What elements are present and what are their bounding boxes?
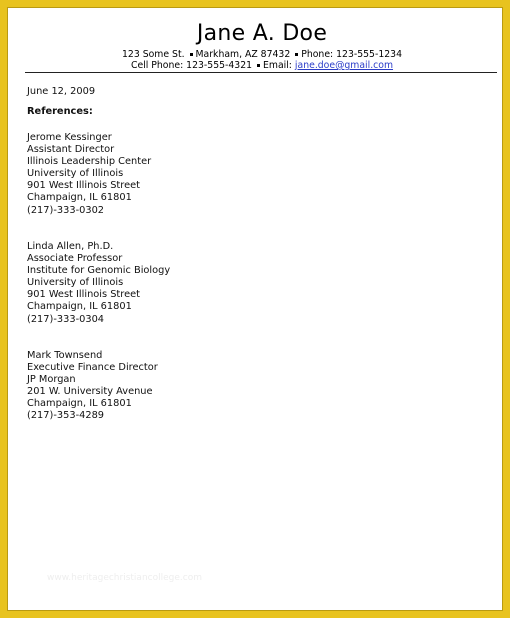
- reference-title: Executive Finance Director: [27, 362, 158, 374]
- reference-city: Champaign, IL 61801: [27, 192, 132, 204]
- reference-city: Champaign, IL 61801: [27, 301, 132, 313]
- email-link[interactable]: jane.doe@gmail.com: [294, 60, 394, 71]
- reference-organization: Illinois Leadership Center: [27, 156, 152, 168]
- reference-block: [27, 350, 158, 423]
- reference-name: Jerome Kessinger: [27, 132, 112, 143]
- cell-phone: Cell Phone: 123-555-4321: [130, 60, 253, 71]
- watermark: www.heritagechristiancollege.com: [47, 573, 202, 583]
- reference-block: [27, 132, 151, 217]
- phone: Phone: 123-555-1234: [301, 49, 402, 60]
- reference-name: Mark Townsend: [27, 350, 103, 361]
- reference-street: 201 W. University Avenue: [27, 386, 153, 398]
- letter-date: June 12, 2009: [27, 86, 96, 97]
- reference-street: 901 West Illinois Street: [27, 180, 140, 192]
- bullet-separator: [295, 53, 298, 56]
- applicant-name: Jane A. Doe: [196, 21, 328, 46]
- reference-organization: JP Morgan: [27, 374, 76, 386]
- address: 123 Some St.: [122, 49, 185, 60]
- contact-line-cell-email: [7, 60, 510, 71]
- reference-institution: University of Illinois: [27, 277, 124, 289]
- references-heading: References:: [27, 106, 93, 117]
- reference-organization: Institute for Genomic Biology: [27, 265, 171, 277]
- reference-title: Assistant Director: [27, 144, 115, 156]
- reference-title: Associate Professor: [27, 253, 123, 265]
- email-label: Email:: [263, 60, 292, 71]
- reference-phone: (217)-333-0304: [27, 313, 105, 325]
- contact-line-address: [7, 49, 510, 60]
- reference-block: [27, 241, 170, 326]
- reference-city: Champaign, IL 61801: [27, 398, 132, 410]
- reference-phone: (217)-353-4289: [27, 410, 105, 422]
- reference-phone: (217)-333-0302: [27, 204, 105, 216]
- reference-name: Linda Allen, Ph.D.: [27, 241, 114, 252]
- reference-institution: University of Illinois: [27, 168, 124, 180]
- reference-street: 901 West Illinois Street: [27, 289, 140, 301]
- bullet-separator: [190, 53, 193, 56]
- header-divider: [25, 72, 497, 73]
- city-state-zip: Markham, AZ 87432: [195, 49, 291, 60]
- bullet-separator: [257, 64, 260, 67]
